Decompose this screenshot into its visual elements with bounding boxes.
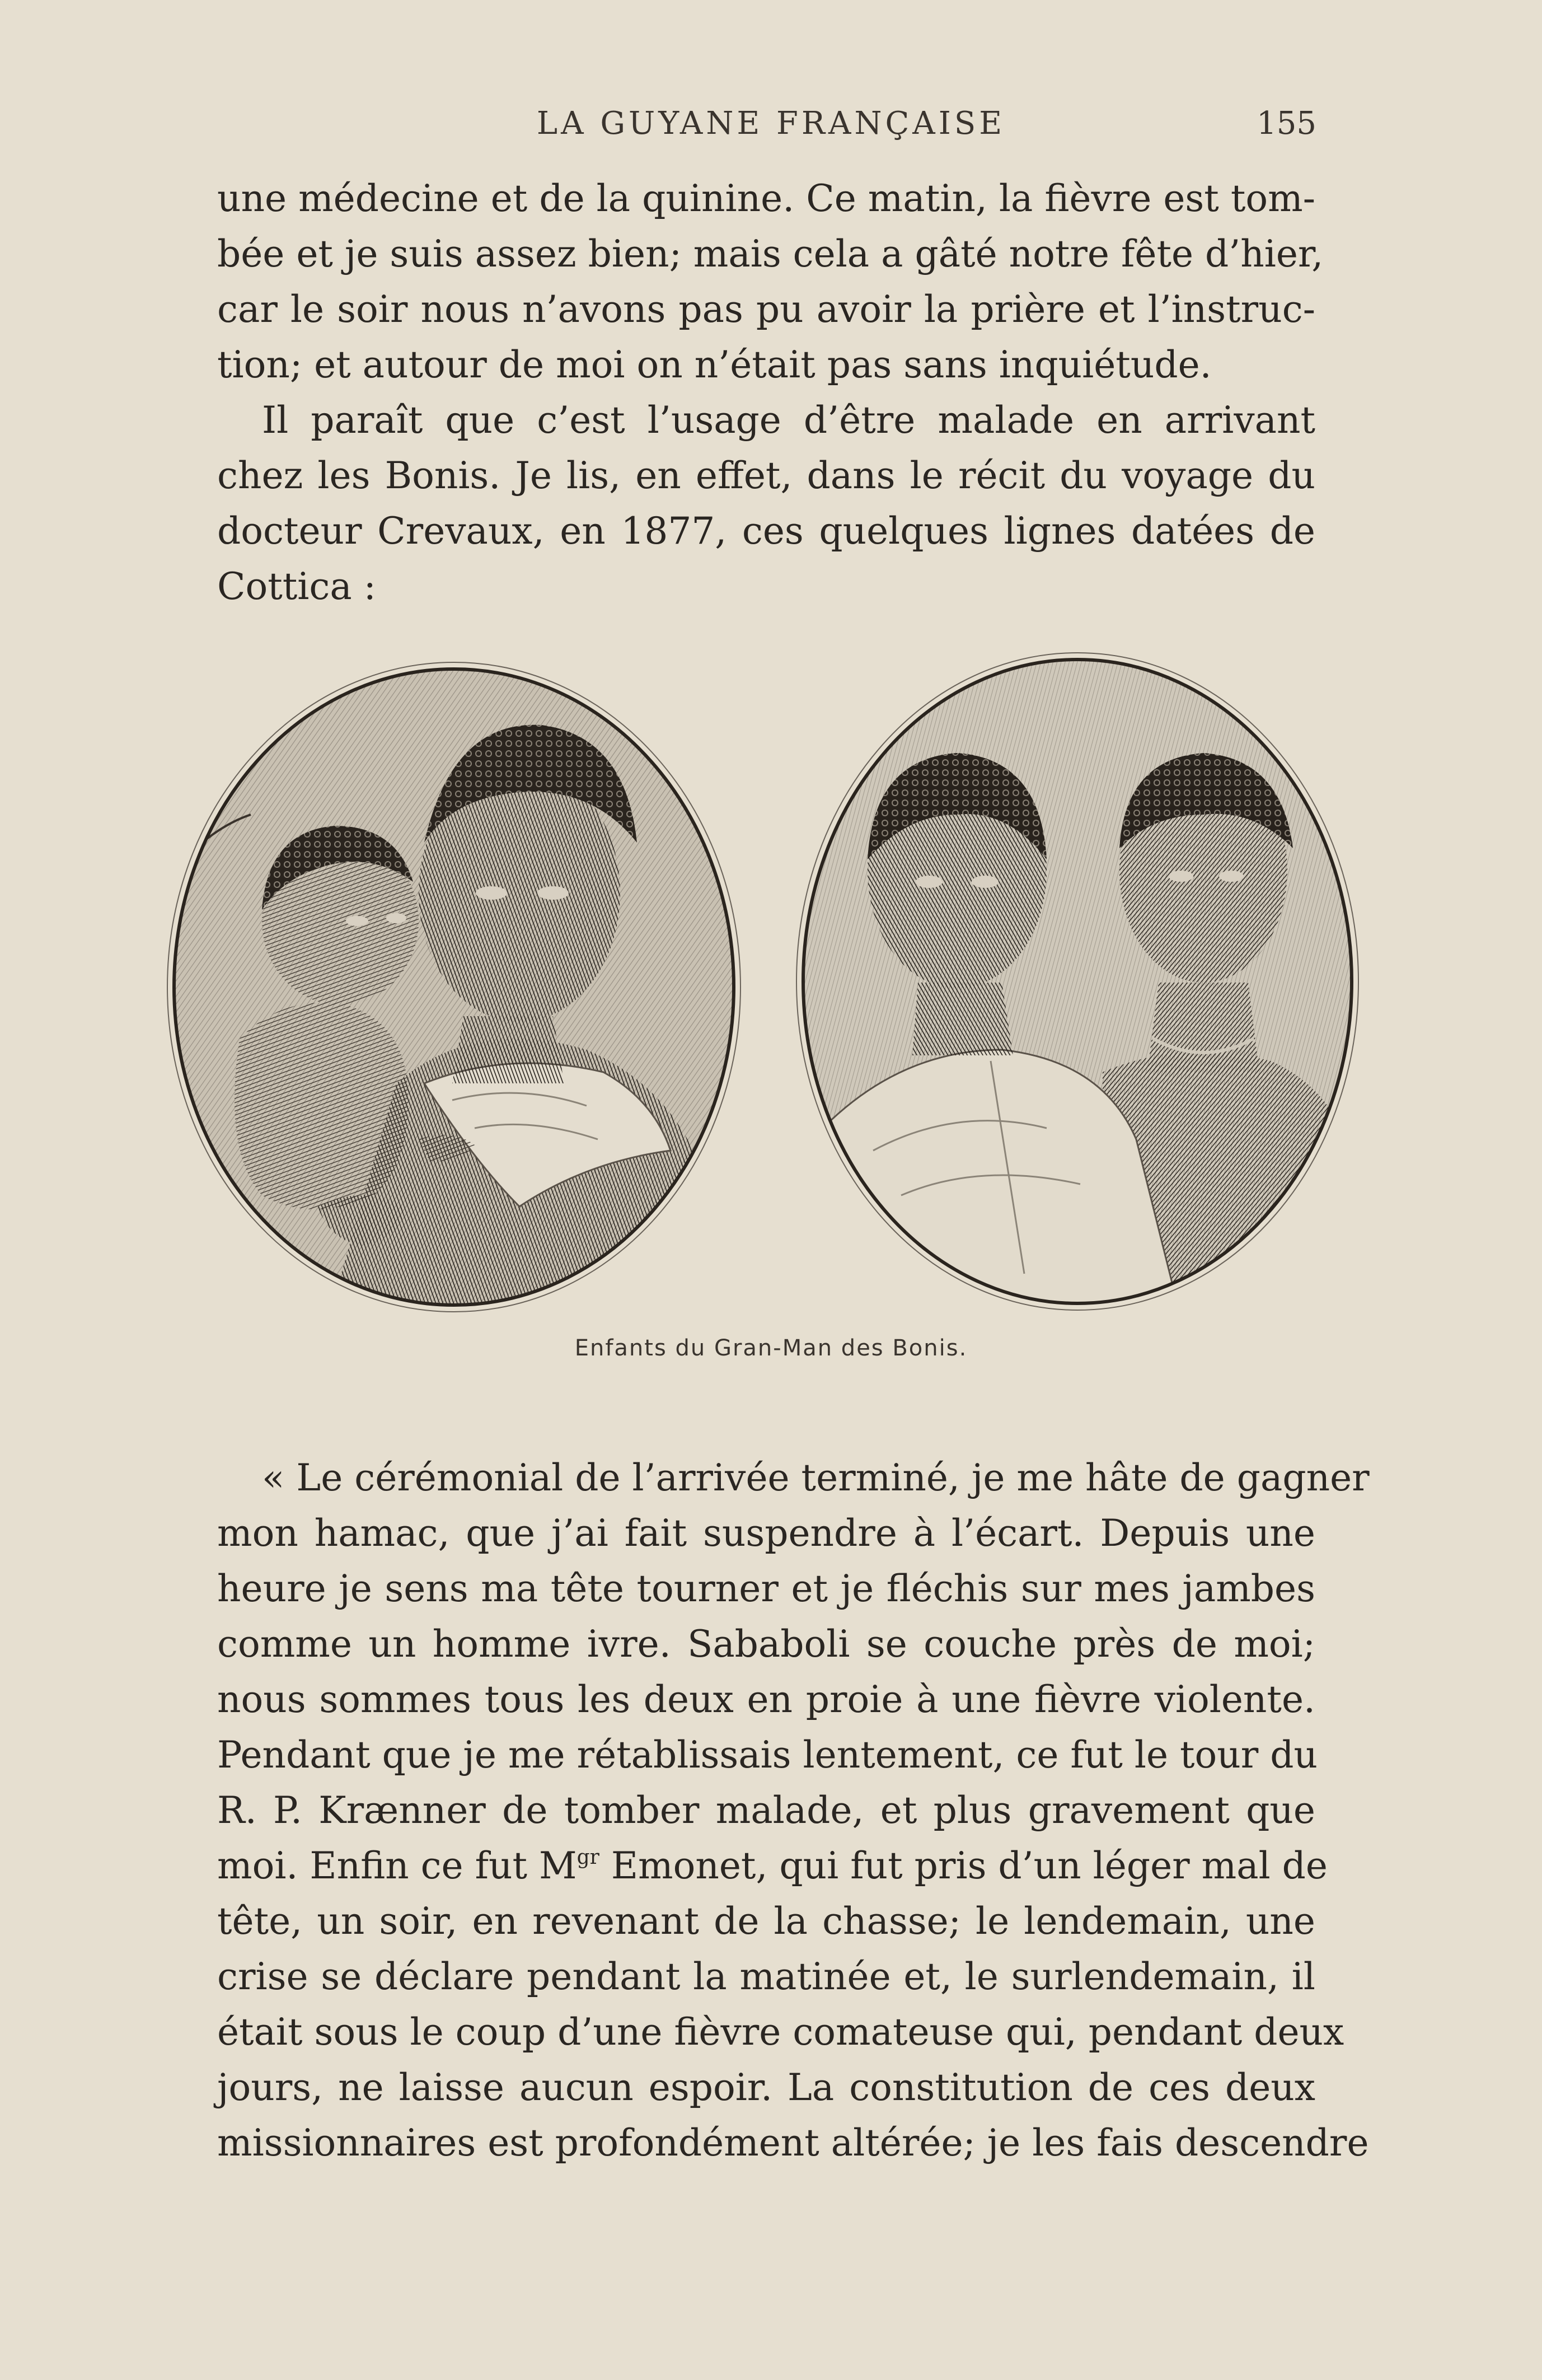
text-line: tion; et autour de moi on n’était pas sans inquiétude. (217, 343, 1212, 386)
running-title: LA GUYANE FRANÇAISE (536, 105, 1006, 142)
text-line: car le soir nous n’avons pas pu avoir la prière et l’instruc- (217, 288, 1315, 331)
text-line (217, 1838, 1328, 1893)
text-line: R. P. Krænner de tomber malade, et plus gravement que (217, 1789, 1315, 1832)
engraving-two-youths (789, 647, 1366, 1318)
paragraph-crevaux-intro (217, 392, 1315, 614)
text-line: était sous le coup d’une fièvre comateuse qui, pendant deux (217, 2010, 1344, 2054)
engraving-mother-and-child (161, 658, 747, 1316)
text-line: docteur Crevaux, en 1877, ces quelques lignes datées de (217, 509, 1315, 553)
text-line: Cottica : (217, 565, 376, 608)
text-line: heure je sens ma tête tourner et je fléchis sur mes jambes (217, 1567, 1315, 1610)
text-line: tête, un soir, en revenant de la chasse; le lendemain, une (217, 1900, 1315, 1943)
text-line: nous sommes tous les deux en proie à une fièvre violente. (217, 1678, 1315, 1721)
text-line: bée et je suis assez bien; mais cela a gâté notre fête d’hier, (217, 232, 1324, 275)
figure-caption: Enfants du Gran-Man des Bonis. (574, 1335, 968, 1361)
text-line: missionnaires est profondément altérée; je les fais descendre (217, 2121, 1369, 2164)
text-line: une médecine et de la quinine. Ce matin, la fièvre est tom- (217, 177, 1315, 220)
text-line: Il paraît que c’est l’usage d’être malade en arrivant (262, 399, 1315, 442)
paragraph-continuation (217, 171, 1324, 392)
text-line: comme un homme ivre. Sababoli se couche près de moi; (217, 1622, 1315, 1666)
text-fragment: moi. Enfin ce fut M (217, 1844, 577, 1887)
paragraph-quotation (217, 1450, 1370, 2171)
text-line: mon hamac, que j’ai fait suspendre à l’écart. Depuis une (217, 1512, 1315, 1555)
text-fragment: Emonet, qui fut pris d’un léger mal de (599, 1844, 1328, 1887)
text-line: jours, ne laisse aucun espoir. La constitution de ces deux (217, 2066, 1315, 2109)
page-number: 155 (1257, 105, 1316, 142)
text-line: crise se déclare pendant la matinée et, le surlendemain, il (217, 1955, 1315, 1998)
text-line: Pendant que je me rétablissais lentement, ce fut le tour du (217, 1733, 1318, 1776)
superscript-abbreviation: gr (577, 1846, 599, 1869)
text-line: chez les Bonis. Je lis, en effet, dans le récit du voyage du (217, 454, 1315, 497)
text-line: « Le cérémonial de l’arrivée terminé, je me hâte de gagner (262, 1456, 1370, 1499)
